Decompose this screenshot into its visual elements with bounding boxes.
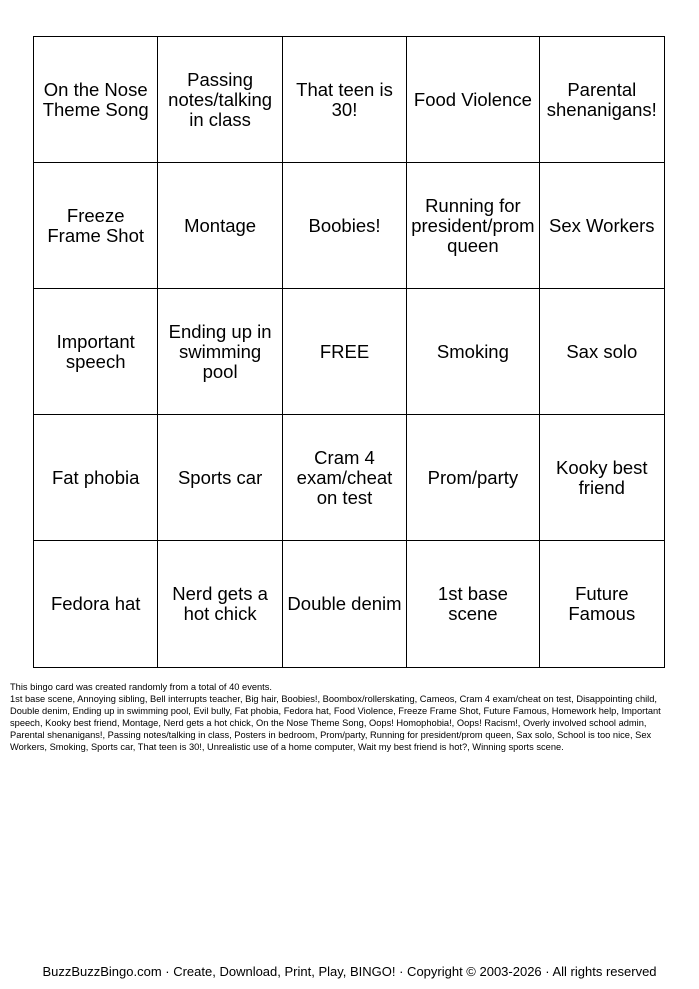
bingo-cell: Passing notes/talking in class [158,37,282,163]
bingo-cell: Cram 4 exam/cheat on test [283,415,407,541]
bingo-cell: Prom/party [407,415,539,541]
bingo-cell: Montage [158,163,282,289]
bingo-cell: Future Famous [568,583,636,624]
bingo-card [33,36,665,668]
card-info-intro: This bingo card was created randomly from a total of 40 events. [10,682,272,692]
bingo-cell: 1st base scene [407,541,539,667]
bingo-cell: On the Nose Theme Song [34,37,158,163]
bingo-cell: Boobies! [283,163,407,289]
bingo-cell: Sex Workers [540,163,664,289]
bingo-cell: Kooky best friend [540,415,664,541]
bingo-cell: Sports car [158,415,282,541]
event-list: 1st base scene, Annoying sibling, Bell interrupts teacher, Big hair, Boobies!, Boombox/rollerskating, Cameos, Cram 4 exam/cheat on test, Disappointing child, Double denim, Ending up in swimming pool, Evil bully, Fat phobia, Fedora hat, Food Violence, Freeze Frame Shot, Future Famous, Homework help, Important speech, Kooky best friend, Montage, Nerd gets a hot chick, On the Nose Theme Song, Oops! Homophobia!, Oops! Racism!, Overly involved school admin, Parental shenanigans!, Passing notes/talking in class, Posters in bedroom, Prom/party, Running for president/prom queen, Sax solo, School is too nice, Sex Workers, Smoking, Sports car, That teen is 30!, Unrealistic use of a home computer, Wait my best friend is hot?, Winning sports scene. [10,694,661,752]
bingo-cell: Important speech [34,289,158,415]
free-space-cell: FREE [283,289,407,415]
bingo-cell: Running for president/prom queen [407,163,539,289]
bingo-cell: Double denim [283,541,407,667]
bingo-cell: Nerd gets a hot chick [158,541,282,667]
bingo-cell: Parental shenanigans! [540,37,664,163]
footer-copyright: BuzzBuzzBingo.com · Create, Download, Print, Play, BINGO! · Copyright © 2003-2026 · All rights reserved [42,964,657,979]
bingo-cell: Food Violence [407,37,539,163]
bingo-cell: Smoking [407,289,539,415]
bingo-cell: Fat phobia [34,415,158,541]
card-info [10,681,670,753]
bingo-cell: Ending up in swimming pool [158,289,282,415]
bingo-cell: Fedora hat [34,541,158,667]
bingo-cell: That teen is 30! [283,37,407,163]
bingo-cell: Sax solo [540,289,664,415]
bingo-cell: Freeze Frame Shot [34,163,158,289]
